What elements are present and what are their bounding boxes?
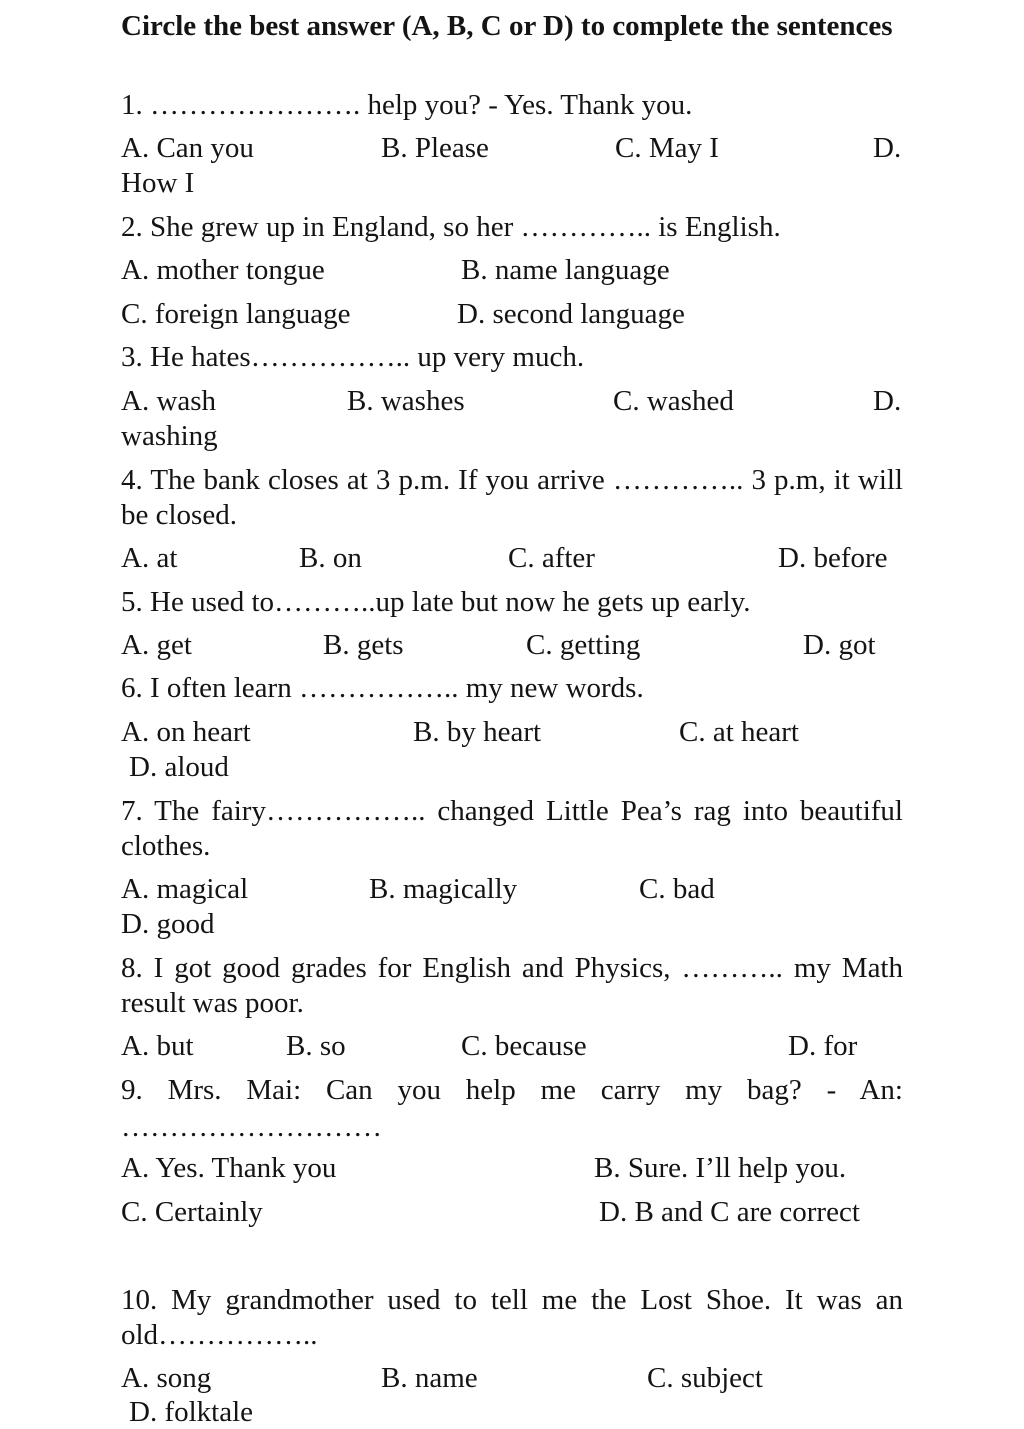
question-1-option-a[interactable]: A. Can you [121,132,254,164]
question-10-option-a[interactable]: A. song [121,1362,212,1394]
question-1-option-d-text[interactable]: How I [121,167,195,199]
question-6-option-d[interactable]: D. aloud [129,751,229,783]
question-7-option-c[interactable]: C. bad [639,873,715,905]
question-3-text: 3. He hates…………….. up very much. [121,341,585,373]
question-1-option-d-letter[interactable]: D. [873,132,902,164]
question-7-option-a[interactable]: A. magical [121,873,249,905]
question-2-option-a[interactable]: A. mother tongue [121,254,325,286]
question-9-text: 9. Mrs. Mai: Can you help me carry my bag? - An: [121,1074,903,1106]
question-7-option-b[interactable]: B. magically [369,873,518,905]
question-9-option-a[interactable]: A. Yes. Thank you [121,1152,337,1184]
question-3-option-c[interactable]: C. washed [613,385,734,417]
question-6-option-b[interactable]: B. by heart [413,716,542,748]
question-4-option-d[interactable]: D. before [778,542,888,574]
instruction-heading: Circle the best answer (A, B, C or D) to complete the sentences [121,10,893,42]
question-5-text: 5. He used to………..up late but now he gets up early. [121,586,751,618]
question-3-option-a[interactable]: A. wash [121,385,217,417]
question-8-option-b[interactable]: B. so [286,1030,346,1062]
question-3-option-d-letter[interactable]: D. [873,385,902,417]
question-9-option-d[interactable]: D. B and C are correct [599,1196,860,1228]
question-8-option-a[interactable]: A. but [121,1030,194,1062]
question-7-option-d[interactable]: D. good [121,908,215,940]
question-8-text: 8. I got good grades for English and Physics, ……….. my Math result was poor. [121,952,903,1019]
question-1-option-b[interactable]: B. Please [381,132,489,164]
question-8-option-c[interactable]: C. because [461,1030,587,1062]
question-2-option-b[interactable]: B. name language [461,254,670,286]
question-4-option-b[interactable]: B. on [299,542,362,574]
question-4-text: 4. The bank closes at 3 p.m. If you arrive ………….. 3 p.m, it will be closed. [121,464,903,531]
question-10-option-c[interactable]: C. subject [647,1362,763,1394]
question-2-option-d[interactable]: D. second language [457,298,685,330]
question-6-option-a[interactable]: A. on heart [121,716,251,748]
question-9-option-c[interactable]: C. Certainly [121,1196,263,1228]
question-9-answer-blank: ……………………… [121,1111,382,1143]
question-5-option-c[interactable]: C. getting [526,629,641,661]
question-5-option-b[interactable]: B. gets [323,629,404,661]
question-7-text: 7. The fairy…………….. changed Little Pea’s rag into beautiful clothes. [121,795,903,862]
question-10-text: 10. My grandmother used to tell me the Lost Shoe. It was an old…………….. [121,1284,903,1351]
question-1-text: 1. …………………. help you? - Yes. Thank you. [121,89,693,121]
question-9-option-b[interactable]: B. Sure. I’ll help you. [594,1152,847,1184]
question-2-option-c[interactable]: C. foreign language [121,298,351,330]
question-4-option-c[interactable]: C. after [508,542,595,574]
question-3-option-d-text[interactable]: washing [121,420,218,452]
question-10-option-b[interactable]: B. name [381,1362,478,1394]
question-2-text: 2. She grew up in England, so her ………….. is English. [121,211,781,243]
question-5-option-d[interactable]: D. got [803,629,876,661]
question-3-option-b[interactable]: B. washes [347,385,465,417]
question-10-option-d[interactable]: D. folktale [129,1396,254,1428]
question-6-option-c[interactable]: C. at heart [679,716,799,748]
question-4-option-a[interactable]: A. at [121,542,178,574]
question-8-option-d[interactable]: D. for [788,1030,858,1062]
question-1-option-c[interactable]: C. May I [615,132,719,164]
question-6-text: 6. I often learn …………….. my new words. [121,672,644,704]
question-5-option-a[interactable]: A. get [121,629,192,661]
